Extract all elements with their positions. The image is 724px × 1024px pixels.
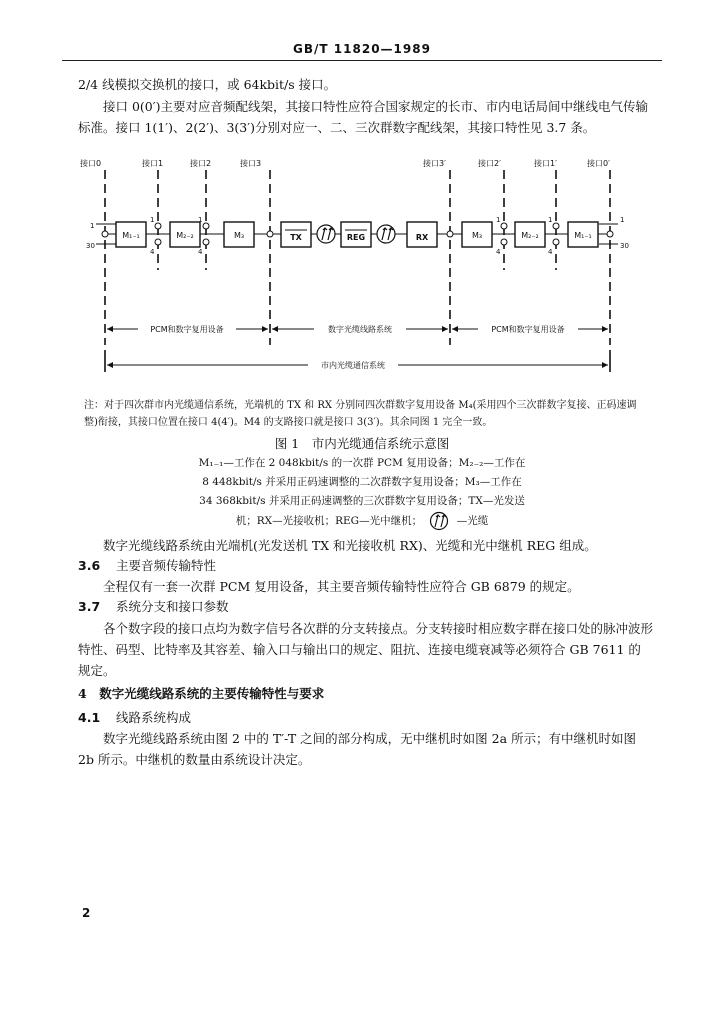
svg-text:1: 1 [150, 216, 155, 224]
port-label-3: 接口3 [240, 159, 262, 168]
section-4-1: 4.1 线路系统构成 [78, 710, 192, 725]
svg-text:4: 4 [548, 248, 553, 256]
port-label-0: 接口0 [80, 159, 102, 168]
paragraph-2: 接口 0(0′)主要对应音频配线架，其接口特性应符合国家规定的长市、市内电话局间中继线电气传输标准。接口 1(1′)、2(2′)、3(3′)分别对应一、二、三次群数字配线架，其接口特性见 3.7 条。 [78, 99, 648, 135]
svg-text:1: 1 [548, 216, 553, 224]
svg-text:1: 1 [496, 216, 501, 224]
block-m22-left: M₂₋₂ [176, 231, 194, 240]
span-right-label: PCM和数字复用设备 [491, 325, 565, 334]
span-total-label: 市内光缆通信系统 [321, 361, 385, 370]
header-rule [62, 60, 662, 61]
legend-line-4: 机；RX—光接收机；REG—光中继机； —光缆 [0, 511, 724, 531]
port-label-2: 接口2 [190, 159, 212, 168]
paragraph-3: 数字光缆线路系统由光端机(光发送机 TX 和光接收机 RX)、光缆和光中继机 REG 组成。 [103, 538, 597, 553]
port-label-1p: 接口1′ [534, 159, 557, 168]
block-m22-right: M₂₋₂ [521, 231, 539, 240]
pin-right-1: 1 [620, 216, 625, 224]
pin-left-30: 30 [86, 242, 95, 250]
fiber-cable-icon [425, 511, 453, 531]
port-label-1: 接口1 [142, 159, 164, 168]
legend-line-2: 8 448kbit/s 并采用正码速调整的二次群数字复用设备；M₃—工作在 [202, 476, 522, 488]
svg-text:4: 4 [198, 248, 203, 256]
block-rx: RX [415, 233, 429, 242]
paragraph-5: 各个数字段的接口点均为数字信号各次群的分支转接点。分支转接时相应数字群在接口处的脉冲波形特性、码型、比特率及其容差、输入口与输出口的规定、阻抗、连接电缆衰减等必须符合 GB 7611 的规定。 [78, 621, 654, 678]
block-m11-left: M₁₋₁ [122, 231, 140, 240]
block-m3-left: M₃ [233, 231, 245, 240]
span-left-label: PCM和数字复用设备 [150, 325, 224, 334]
port-label-0p: 接口0′ [587, 159, 610, 168]
pin-right-30: 30 [620, 242, 629, 250]
legend-line-3: 34 368kbit/s 并采用正码速调整的三次群数字复用设备；TX—光发送 [199, 495, 525, 507]
port-label-2p: 接口2′ [478, 159, 501, 168]
legend-line-1: M₁₋₁—工作在 2 048kbit/s 的一次群 PCM 复用设备；M₂₋₂—工作在 [198, 457, 526, 469]
pin-left-1: 1 [90, 222, 95, 230]
svg-text:1: 1 [198, 216, 203, 224]
block-m11-right: M₁₋₁ [574, 231, 592, 240]
svg-text:4: 4 [150, 248, 155, 256]
section-3-6: 3.6 主要音频传输特性 [78, 558, 217, 573]
section-4-heading: 4 数字光缆线路系统的主要传输特性与要求 [78, 686, 325, 701]
figure-caption: 图 1 市内光缆通信系统示意图 [274, 436, 450, 451]
span-mid-label: 数字光缆线路系统 [328, 325, 392, 334]
paragraph-6: 数字光缆线路系统由图 2 中的 T′-T 之间的部分构成，无中继机时如图 2a 所示；有中继机时如图 2b 所示。中继机的数量由系统设计决定。 [78, 731, 636, 767]
svg-text:4: 4 [496, 248, 501, 256]
page-number: 2 [82, 906, 91, 920]
section-3-7: 3.7 系统分支和接口参数 [78, 599, 229, 614]
paragraph-1: 2/4 线模拟交换机的接口，或 64kbit/s 接口。 [78, 77, 337, 92]
block-tx: TX [290, 233, 302, 242]
block-reg: REG [346, 233, 366, 242]
block-m3-right: M₃ [471, 231, 483, 240]
page-header: GB/T 11820—1989 [293, 42, 431, 56]
port-label-3p: 接口3′ [423, 159, 446, 168]
system-diagram [78, 150, 648, 382]
figure-note: 注：对于四次群市内光缆通信系统，光端机的 TX 和 RX 分别同四次群数字复用设备 M₄(采用四个三次群数字复接、正码速调整)衔接，其接口位置在接口 4(4′)。M4 的支路接口就是接口 3(3′)。其余同图 1 完全一致。 [84, 400, 637, 428]
paragraph-4: 全程仅有一套一次群 PCM 复用设备，其主要音频传输特性应符合 GB 6879 的规定。 [103, 579, 580, 594]
